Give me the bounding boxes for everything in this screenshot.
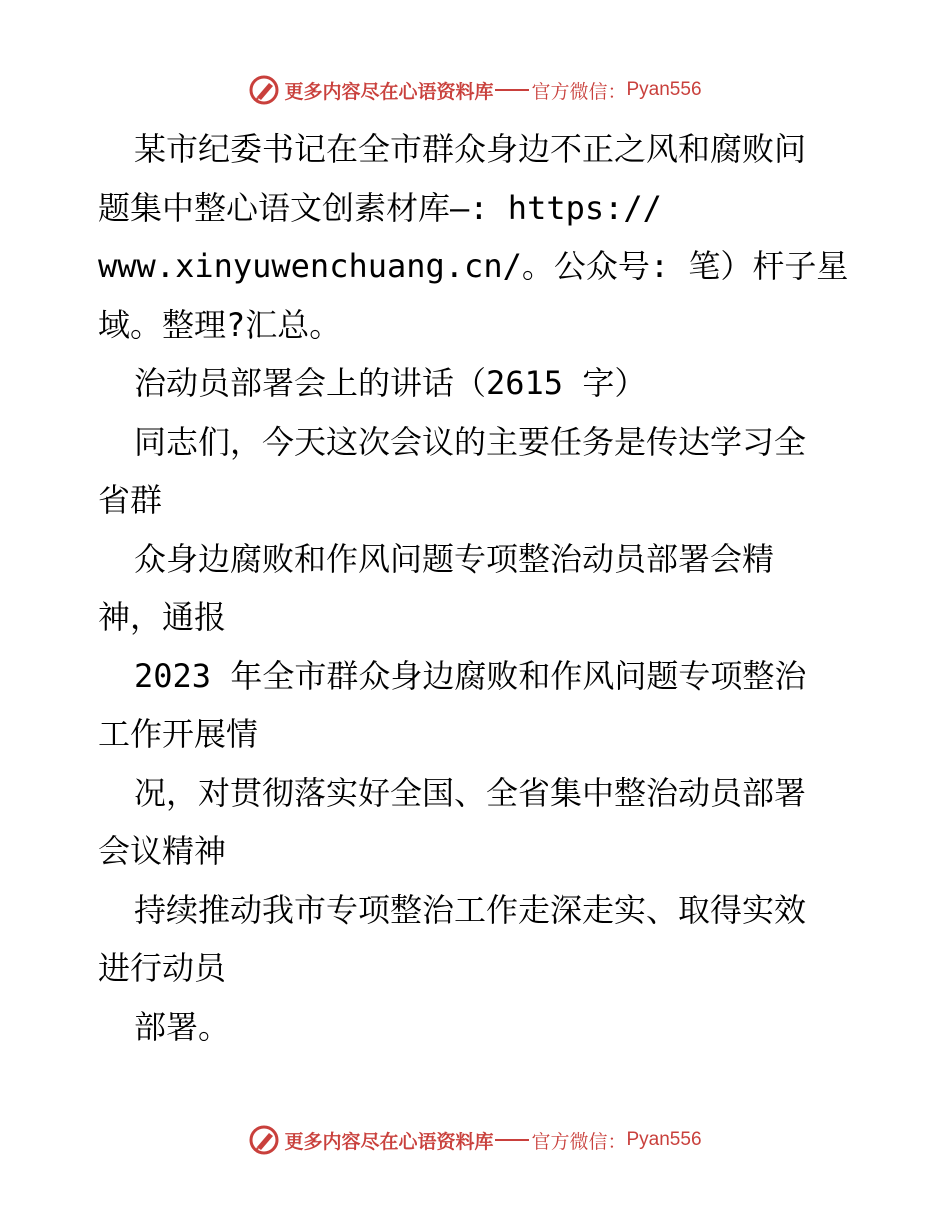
body-line: 某市纪委书记在全市群众身边不正之风和腐败问 [134,130,807,168]
body-line: 进行动员 [98,949,227,987]
header-banner [0,72,950,108]
body-text [98,120,858,1056]
pen-logo-icon [248,1124,280,1156]
footer-banner-id: Pyan556 [626,1129,702,1150]
body-line: 持续推动我市专项整治工作走深走实、取得实效 [134,890,807,929]
body-line: www.xinyuwenchuang.cn/。公众号: 笔）杆子星 [98,247,849,285]
footer-banner [0,1122,950,1158]
header-banner-dash [495,89,529,91]
footer-banner-label: 官方微信： [531,1130,627,1153]
body-line: 会议精神 [98,832,227,870]
body-line: 治动员部署会上的讲话（2615 字） [134,364,647,402]
header-banner-label: 官方微信： [531,80,627,103]
body-line: 众身边腐败和作风问题专项整治动员部署会精 [134,539,775,578]
footer-banner-dash [495,1139,529,1141]
pen-logo-icon [248,74,280,106]
body-line: 神，通报 [98,598,227,636]
header-banner-id: Pyan556 [626,79,702,100]
header-banner-text: 更多内容尽在心语资料库 [284,80,494,103]
body-line: 题集中整心语文创素材库—: https:// [98,188,662,227]
body-line: 况，对贯彻落实好全国、全省集中整治动员部署 [134,773,807,812]
body-line: 工作开展情 [98,715,259,753]
body-line: 同志们，今天这次会议的主要任务是传达学习全 [134,422,807,461]
body-line: 域。整理?汇总。 [98,305,342,344]
body-line: 部署。 [134,1007,231,1046]
body-line: 省群 [98,481,163,519]
footer-banner-text: 更多内容尽在心语资料库 [284,1130,494,1153]
body-line: 2023 年全市群众身边腐败和作风问题专项整治 [134,656,807,695]
